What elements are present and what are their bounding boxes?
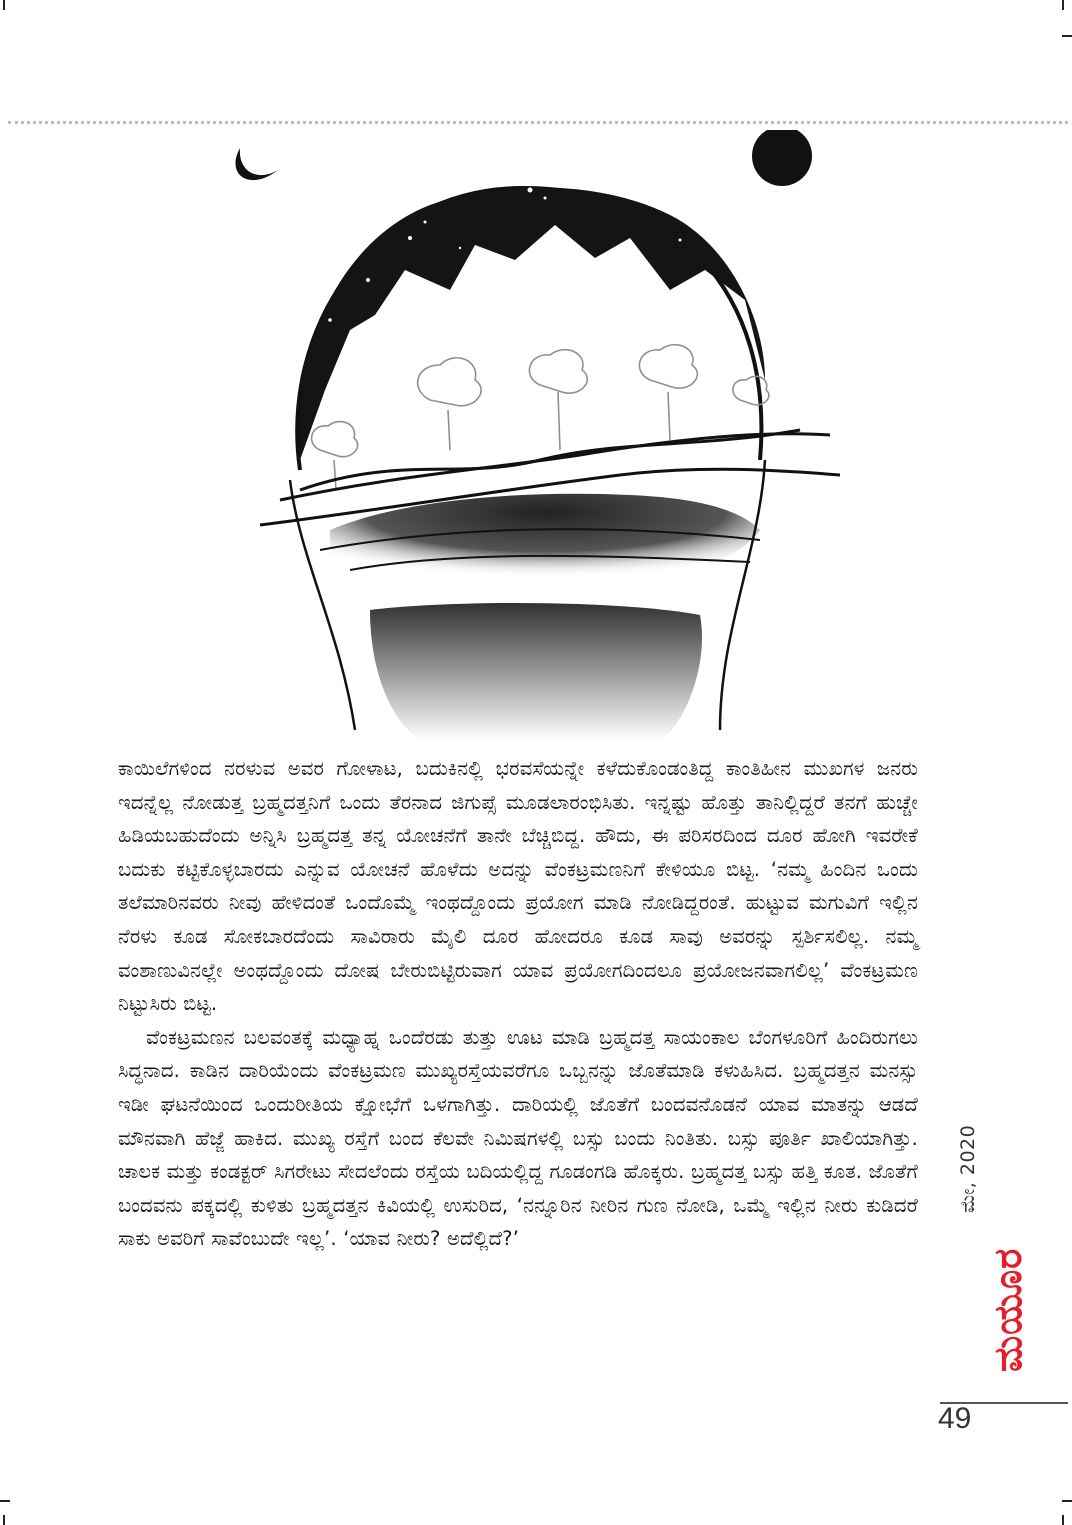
night-sky-shape xyxy=(299,187,765,460)
header-dotted-rule xyxy=(8,121,1068,124)
crop-mark-right-upper xyxy=(1062,35,1072,37)
page-number: 49 xyxy=(938,1402,972,1435)
crop-mark-left-bottom xyxy=(0,1500,10,1502)
article-paragraph-2: ವೆಂಕಟ್ರಮಣನ ಬಲವಂತಕ್ಕೆ ಮಧ್ಯಾಹ್ನ ಒಂದೆರಡು ತುತ್ತು ಊಟ ಮಾಡಿ ಬ್ರಹ್ಮದತ್ತ ಸಾಯಂಕಾಲ ಬೆಂಗಳೂರಿಗೆ ಹಿಂದಿರುಗಲು ಸಿದ್ಧನಾದ. ಕಾಡಿನ ದಾರಿಯೆಂದು ವೆಂಕಟ್ರಮಣ ಮುಖ್ಯರಸ್ತೆಯವರೆಗೂ ಒಬ್ಬನನ್ನು ಜೊತೆಮಾಡಿ ಕಳುಹಿಸಿದ. ಬ್ರಹ್ಮದತ್ತನ ಮನಸ್ಸು ಇಡೀ ಘಟನೆಯಿಂದ ಒಂದುರೀತಿಯ ಕ್ಷೋಭೆಗೆ ಒಳಗಾಗಿತ್ತು. ದಾರಿಯಲ್ಲಿ ಜೊತೆಗೆ ಬಂದವನೊಡನೆ ಯಾವ ಮಾತನ್ನು ಆಡದೆ ಮೌನವಾಗಿ ಹೆಜ್ಜೆ ಹಾಕಿದ. ಮುಖ್ಯ ರಸ್ತೆಗೆ ಬಂದ ಕೆಲವೇ ನಿಮಿಷಗಳಲ್ಲಿ ಬಸ್ಸು ಬಂದು ನಿಂತಿತು. ಬಸ್ಸು ಪೂರ್ತಿ ಖಾಲಿಯಾಗಿತ್ತು. ಚಾಲಕ ಮತ್ತು ಕಂಡಕ್ಟರ್ ಸಿಗರೇಟು ಸೇದಲೆಂದು ರಸ್ತೆಯ ಬದಿಯಲ್ಲಿದ್ದ ಗೂಡಂಗಡಿ ಹೊಕ್ಕರು. ಬ್ರಹ್ಮದತ್ತ ಬಸ್ಸು ಹತ್ತಿ ಕೂತ. ಜೊತೆಗೆ ಬಂದವನು ಪಕ್ಕದಲ್ಲಿ ಕುಳಿತು ಬ್ರಹ್ಮದತ್ತನ ಕಿವಿಯಲ್ಲಿ ಉಸುರಿದ, ‘ನನ್ನೂರಿನ ನೀರಿನ ಗುಣ ನೋಡಿ, ಒಮ್ಮೆ ಇಲ್ಲಿನ ನೀರು ಕುಡಿದರೆ ಸಾಕು ಅವರಿಗೆ ಸಾವೆಂಬುದೇ ಇಲ್ಲ’. ‘ಯಾವ ನೀರು? ಅದೆಲ್ಲಿದೆ?’ xyxy=(118,1025,918,1251)
face-shading xyxy=(370,603,702,740)
black-sun-icon xyxy=(752,130,812,186)
crescent-moon-icon xyxy=(235,148,278,180)
crop-mark-right-bottom xyxy=(1062,1500,1072,1502)
crop-mark-top-left xyxy=(3,0,5,10)
crop-mark-bottom-right xyxy=(1062,1515,1064,1525)
crop-mark-top-right xyxy=(1062,0,1064,10)
issue-date: ಮೇ, 2020 xyxy=(957,1124,979,1213)
article-body xyxy=(118,752,918,1256)
crop-mark-bottom-left xyxy=(3,1515,5,1525)
story-illustration xyxy=(200,130,840,740)
magazine-logo: ಮಯೂರ xyxy=(986,1247,1030,1372)
article-paragraph-1: ಕಾಯಿಲೆಗಳಿಂದ ನರಳುವ ಅವರ ಗೋಳಾಟ, ಬದುಕಿನಲ್ಲಿ ಭರವಸೆಯನ್ನೇ ಕಳೆದುಕೊಂಡಂತಿದ್ದ ಕಾಂತಿಹೀನ ಮುಖಗಳ ಜನರು ಇದನ್ನೆಲ್ಲ ನೋಡುತ್ತ ಬ್ರಹ್ಮದತ್ತನಿಗೆ ಒಂದು ತೆರನಾದ ಜಿಗುಪ್ಸೆ ಮೂಡಲಾರಂಭಿಸಿತು. ಇನ್ನಷ್ಟು ಹೊತ್ತು ತಾನಿಲ್ಲಿದ್ದರೆ ತನಗೆ ಹುಚ್ಚೇ ಹಿಡಿಯಬಹುದೆಂದು ಅನ್ನಿಸಿ ಬ್ರಹ್ಮದತ್ತ ತನ್ನ ಯೋಚನೆಗೆ ತಾನೇ ಬೆಚ್ಚಿಬಿದ್ದ. ಹೌದು, ಈ ಪರಿಸರದಿಂದ ದೂರ ಹೋಗಿ ಇವರೇಕೆ ಬದುಕು ಕಟ್ಟಿಕೊಳ್ಳಬಾರದು ಎನ್ನುವ ಯೋಚನೆ ಹೊಳೆದು ಅದನ್ನು ವೆಂಕಟ್ರಮಣನಿಗೆ ಕೇಳಿಯೂ ಬಿಟ್ಟ. ‘ನಮ್ಮ ಹಿಂದಿನ ಒಂದು ತಲೆಮಾರಿನವರು ನೀವು ಹೇಳಿದಂತೆ ಒಂದೊಮ್ಮೆ ಇಂಥದ್ದೊಂದು ಪ್ರಯೋಗ ಮಾಡಿ ನೋಡಿದ್ದರಂತೆ. ಹುಟ್ಟುವ ಮಗುವಿಗೆ ಇಲ್ಲಿನ ನೆರಳು ಕೂಡ ಸೋಕಬಾರದೆಂದು ಸಾವಿರಾರು ಮೈಲಿ ದೂರ ಹೋದರೂ ಕೂಡ ಸಾವು ಅವರನ್ನು ಸ್ಪರ್ಶಿಸಲಿಲ್ಲ. ನಮ್ಮ ವಂಶಾಣುವಿನಲ್ಲೇ ಅಂಥದ್ದೊಂದು ದೋಷ ಬೇರುಬಿಟ್ಟಿರುವಾಗ ಯಾವ ಪ್ರಯೋಗದಿಂದಲೂ ಪ್ರಯೋಜನವಾಗಲಿಲ್ಲ’ ವೆಂಕಟ್ರಮಣ ನಿಟ್ಟುಸಿರು ಬಿಟ್ಟ. xyxy=(118,757,918,1016)
